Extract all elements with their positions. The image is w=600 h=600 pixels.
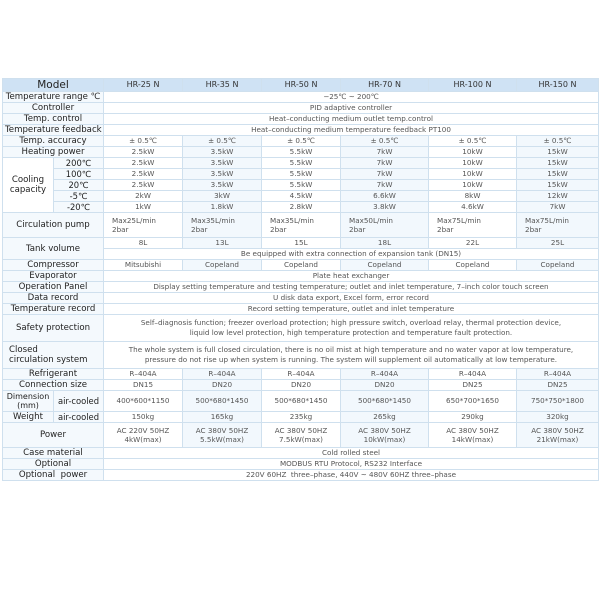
- heating-power-label: Heating power: [3, 147, 104, 158]
- safety-protection-row: [3, 315, 599, 342]
- cooling-temp-label: -20℃: [54, 202, 104, 213]
- temperature-range-value: −25℃ ~ 200℃: [104, 92, 599, 103]
- cooling-value: 6.6kW: [341, 191, 429, 202]
- temp-accuracy-value: ± 0.5℃: [429, 136, 517, 147]
- power-value: [104, 423, 183, 448]
- cooling-value: 3kW: [183, 191, 262, 202]
- cooling-value: 2kW: [104, 191, 183, 202]
- tank-volume-value: 15L: [262, 238, 341, 249]
- cooling-capacity-row: [3, 169, 599, 180]
- model-hr-70: HR-70 N: [341, 79, 429, 92]
- model-hr-25: HR-25 N: [104, 79, 183, 92]
- weight-sub-label: air-cooled: [54, 412, 104, 423]
- power-line1: AC 380V 50HZ: [358, 426, 411, 435]
- temperature-record-label: Temperature record: [3, 304, 104, 315]
- pump-pressure: 2bar: [525, 225, 542, 234]
- compressor-label: Compressor: [3, 260, 104, 271]
- heating-power-value: 2.5kW: [104, 147, 183, 158]
- tank-volume-value: 25L: [517, 238, 599, 249]
- weight-value: 265kg: [341, 412, 429, 423]
- optional-power-label: Optional power: [3, 470, 104, 481]
- cooling-value: 5.5kW: [262, 180, 341, 191]
- power-value: [341, 423, 429, 448]
- cooling-capacity-row: [3, 180, 599, 191]
- circulation-pump-value: [183, 213, 262, 238]
- safety-protection-value: [104, 315, 599, 342]
- weight-value: 320kg: [517, 412, 599, 423]
- connection-size-value: DN25: [429, 380, 517, 391]
- tank-volume-row: [3, 238, 599, 249]
- connection-size-value: DN20: [183, 380, 262, 391]
- pump-flow: Max75L/min: [437, 216, 481, 225]
- power-line2: 14kW(max): [451, 435, 494, 444]
- connection-size-value: DN15: [104, 380, 183, 391]
- data-record-value: U disk data export, Excel form, error record: [104, 293, 599, 304]
- cooling-value: 1.8kW: [183, 202, 262, 213]
- temperature-range-label: Temperature range ℃: [3, 92, 104, 103]
- operation-panel-label: Operation Panel: [3, 282, 104, 293]
- connection-size-row: [3, 380, 599, 391]
- cooling-value: 2.5kW: [104, 169, 183, 180]
- power-line1: AC 380V 50HZ: [195, 426, 249, 435]
- circulation-pump-value: [104, 213, 183, 238]
- temp-control-label: Temp. control: [3, 114, 104, 125]
- cooling-value: 2.8kW: [262, 202, 341, 213]
- temperature-feedback-row: [3, 125, 599, 136]
- compressor-row: [3, 260, 599, 271]
- data-record-row: [3, 293, 599, 304]
- power-line2: 21kW(max): [536, 435, 579, 444]
- cooling-value: 1kW: [104, 202, 183, 213]
- refrigerant-value: R–404A: [262, 369, 341, 380]
- model-header: Model: [3, 79, 104, 92]
- temp-accuracy-label: Temp. accuracy: [3, 136, 104, 147]
- cooling-value: 7kW: [341, 180, 429, 191]
- operation-panel-row: [3, 282, 599, 293]
- heating-power-value: 7kW: [341, 147, 429, 158]
- circulation-pump-value: [517, 213, 599, 238]
- heating-power-row: [3, 147, 599, 158]
- closed-circulation-row: [3, 342, 599, 369]
- optional-label: Optional: [3, 459, 104, 470]
- operation-panel-value: Display setting temperature and testing temperature; outlet and inlet temperature, 7–inch color touch screen: [104, 282, 599, 293]
- power-label: Power: [3, 423, 104, 448]
- pump-pressure: 2bar: [270, 225, 287, 234]
- power-line2: 10kW(max): [363, 435, 406, 444]
- closed-circulation-line1: The whole system is full closed circulation, there is no oil mist at high temperature and no water vapor at low temperature,: [128, 345, 574, 354]
- case-material-label: Case material: [3, 448, 104, 459]
- connection-size-value: DN25: [517, 380, 599, 391]
- optional-power-row: [3, 470, 599, 481]
- cooling-capacity-row: [3, 158, 599, 169]
- temp-accuracy-value: ± 0.5℃: [183, 136, 262, 147]
- tank-volume-value: 8L: [104, 238, 183, 249]
- power-line1: AC 220V 50HZ: [116, 426, 170, 435]
- tank-volume-value: 18L: [341, 238, 429, 249]
- refrigerant-label: Refrigerant: [3, 369, 104, 380]
- compressor-value: Copeland: [517, 260, 599, 271]
- refrigerant-value: R–404A: [341, 369, 429, 380]
- refrigerant-value: R–404A: [429, 369, 517, 380]
- data-record-label: Data record: [3, 293, 104, 304]
- power-value: [429, 423, 517, 448]
- pump-pressure: 2bar: [349, 225, 366, 234]
- pump-pressure: 2bar: [112, 225, 129, 234]
- dimension-value: 750*750*1800: [517, 391, 599, 412]
- cooling-value: 15kW: [517, 169, 599, 180]
- pump-flow: Max50L/min: [349, 216, 393, 225]
- temp-accuracy-value: ± 0.5℃: [517, 136, 599, 147]
- dimension-value: 650*700*1650: [429, 391, 517, 412]
- circulation-pump-row: [3, 213, 599, 238]
- connection-size-label: Connection size: [3, 380, 104, 391]
- weight-value: 150kg: [104, 412, 183, 423]
- model-hr-100: HR-100 N: [429, 79, 517, 92]
- power-row: [3, 423, 599, 448]
- evaporator-label: Evaporator: [3, 271, 104, 282]
- temperature-record-value: Record setting temperature, outlet and inlet temperature: [104, 304, 599, 315]
- cooling-capacity-row: [3, 202, 599, 213]
- cooling-value: 10kW: [429, 180, 517, 191]
- pump-pressure: 2bar: [191, 225, 208, 234]
- power-value: [262, 423, 341, 448]
- weight-value: 290kg: [429, 412, 517, 423]
- header-row: [3, 79, 599, 92]
- cooling-value: 4.5kW: [262, 191, 341, 202]
- power-line1: AC 380V 50HZ: [274, 426, 328, 435]
- power-line1: AC 380V 50HZ: [446, 426, 499, 435]
- power-line1: AC 380V 50HZ: [531, 426, 584, 435]
- temperature-range-row: [3, 92, 599, 103]
- pump-pressure: 2bar: [437, 225, 454, 234]
- case-material-value: Cold rolled steel: [104, 448, 599, 459]
- cooling-temp-label: 20℃: [54, 180, 104, 191]
- refrigerant-value: R–404A: [183, 369, 262, 380]
- temp-accuracy-value: ± 0.5℃: [341, 136, 429, 147]
- dimension-value: 500*680*1450: [262, 391, 341, 412]
- tank-volume-value: 22L: [429, 238, 517, 249]
- cooling-value: 3.5kW: [183, 169, 262, 180]
- weight-label: Weight: [3, 412, 54, 423]
- closed-circulation-value: [104, 342, 599, 369]
- dimension-sub-label: air-cooled: [54, 391, 104, 412]
- model-hr-35: HR-35 N: [183, 79, 262, 92]
- compressor-value: Mitsubishi: [104, 260, 183, 271]
- cooling-value: 15kW: [517, 180, 599, 191]
- closed-circulation-line2: pressure do not rise up when system is running. The system will supplement oil automatically at low temperature.: [144, 355, 558, 364]
- power-value: [517, 423, 599, 448]
- weight-value: 165kg: [183, 412, 262, 423]
- tank-volume-label: Tank volume: [3, 238, 104, 260]
- cooling-value: 10kW: [429, 169, 517, 180]
- cooling-value: 5.5kW: [262, 169, 341, 180]
- connection-size-value: DN20: [262, 380, 341, 391]
- refrigerant-row: [3, 369, 599, 380]
- circulation-pump-value: [429, 213, 517, 238]
- controller-row: [3, 103, 599, 114]
- temperature-feedback-label: Temperature feedback: [3, 125, 104, 136]
- heating-power-value: 3.5kW: [183, 147, 262, 158]
- safety-protection-label: Safety protection: [3, 315, 104, 342]
- controller-value: PID adaptive controller: [104, 103, 599, 114]
- temp-control-row: [3, 114, 599, 125]
- evaporator-value: Plate heat exchanger: [104, 271, 599, 282]
- power-line2: 7.5kW(max): [279, 435, 323, 444]
- safety-protection-line2: liquid low level protection, high temperature protection and temperature fault protection.: [189, 328, 513, 337]
- cooling-value: 5.5kW: [262, 158, 341, 169]
- dimension-label: [3, 391, 54, 412]
- compressor-value: Copeland: [341, 260, 429, 271]
- dimension-value: 500*680*1450: [341, 391, 429, 412]
- temp-control-value: Heat–conducting medium outlet temp.control: [104, 114, 599, 125]
- cooling-capacity-label: [3, 158, 54, 213]
- cooling-capacity-row: [3, 191, 599, 202]
- case-material-row: [3, 448, 599, 459]
- cooling-value: 2.5kW: [104, 180, 183, 191]
- circulation-pump-value: [341, 213, 429, 238]
- connection-size-value: DN20: [341, 380, 429, 391]
- temp-accuracy-row: [3, 136, 599, 147]
- optional-row: [3, 459, 599, 470]
- cooling-temp-label: 200℃: [54, 158, 104, 169]
- controller-label: Controller: [3, 103, 104, 114]
- temperature-record-row: [3, 304, 599, 315]
- cooling-temp-label: 100℃: [54, 169, 104, 180]
- cooling-value: 10kW: [429, 158, 517, 169]
- evaporator-row: [3, 271, 599, 282]
- cooling-capacity-label-line1: Cooling: [11, 175, 45, 185]
- cooling-value: 15kW: [517, 158, 599, 169]
- heating-power-value: 5.5kW: [262, 147, 341, 158]
- dimension-row: [3, 391, 599, 412]
- temp-accuracy-value: ± 0.5℃: [104, 136, 183, 147]
- model-hr-150: HR-150 N: [517, 79, 599, 92]
- cooling-value: 2.5kW: [104, 158, 183, 169]
- cooling-value: 12kW: [517, 191, 599, 202]
- cooling-value: 7kW: [341, 158, 429, 169]
- cooling-value: 4.6kW: [429, 202, 517, 213]
- heating-power-value: 15kW: [517, 147, 599, 158]
- power-line2: 4kW(max): [124, 435, 162, 444]
- closed-circulation-label-line2: circulation system: [9, 355, 88, 365]
- circulation-pump-value: [262, 213, 341, 238]
- cooling-value: 7kW: [517, 202, 599, 213]
- closed-circulation-label-line1: Closed: [9, 345, 38, 355]
- dimension-value: 400*600*1150: [104, 391, 183, 412]
- cooling-temp-label: -5℃: [54, 191, 104, 202]
- cooling-value: 3.8kW: [341, 202, 429, 213]
- optional-value: MODBUS RTU Protocol, RS232 Interface: [104, 459, 599, 470]
- tank-volume-note: Be equipped with extra connection of expansion tank (DN15): [104, 249, 599, 260]
- cooling-value: 3.5kW: [183, 158, 262, 169]
- spec-table: [2, 78, 599, 481]
- cooling-capacity-label-line2: capacity: [9, 185, 47, 195]
- pump-flow: Max35L/min: [270, 216, 314, 225]
- tank-volume-value: 13L: [183, 238, 262, 249]
- dimension-value: 500*680*1450: [183, 391, 262, 412]
- model-hr-50: HR-50 N: [262, 79, 341, 92]
- compressor-value: Copeland: [262, 260, 341, 271]
- cooling-value: 8kW: [429, 191, 517, 202]
- pump-flow: Max75L/min: [525, 216, 569, 225]
- dimension-label-line1: Dimension: [6, 392, 50, 401]
- pump-flow: Max25L/min: [112, 216, 156, 225]
- optional-power-value: 220V 60HZ three–phase, 440V ~ 480V 60HZ three–phase: [104, 470, 599, 481]
- pump-flow: Max35L/min: [191, 216, 235, 225]
- compressor-value: Copeland: [183, 260, 262, 271]
- weight-row: [3, 412, 599, 423]
- power-line2: 5.5kW(max): [200, 435, 244, 444]
- dimension-label-line2: (mm): [17, 401, 39, 410]
- compressor-value: Copeland: [429, 260, 517, 271]
- weight-value: 235kg: [262, 412, 341, 423]
- spec-table-container: [2, 78, 598, 481]
- closed-circulation-label: [3, 342, 104, 369]
- power-value: [183, 423, 262, 448]
- circulation-pump-label: Circulation pump: [3, 213, 104, 238]
- refrigerant-value: R–404A: [517, 369, 599, 380]
- cooling-value: 7kW: [341, 169, 429, 180]
- temperature-feedback-value: Heat–conducting medium temperature feedback PT100: [104, 125, 599, 136]
- temp-accuracy-value: ± 0.5℃: [262, 136, 341, 147]
- safety-protection-line1: Self–diagnosis function; freezer overload protection; high pressure switch, overload relay, thermal protection device,: [140, 318, 562, 327]
- refrigerant-value: R–404A: [104, 369, 183, 380]
- heating-power-value: 10kW: [429, 147, 517, 158]
- cooling-value: 3.5kW: [183, 180, 262, 191]
